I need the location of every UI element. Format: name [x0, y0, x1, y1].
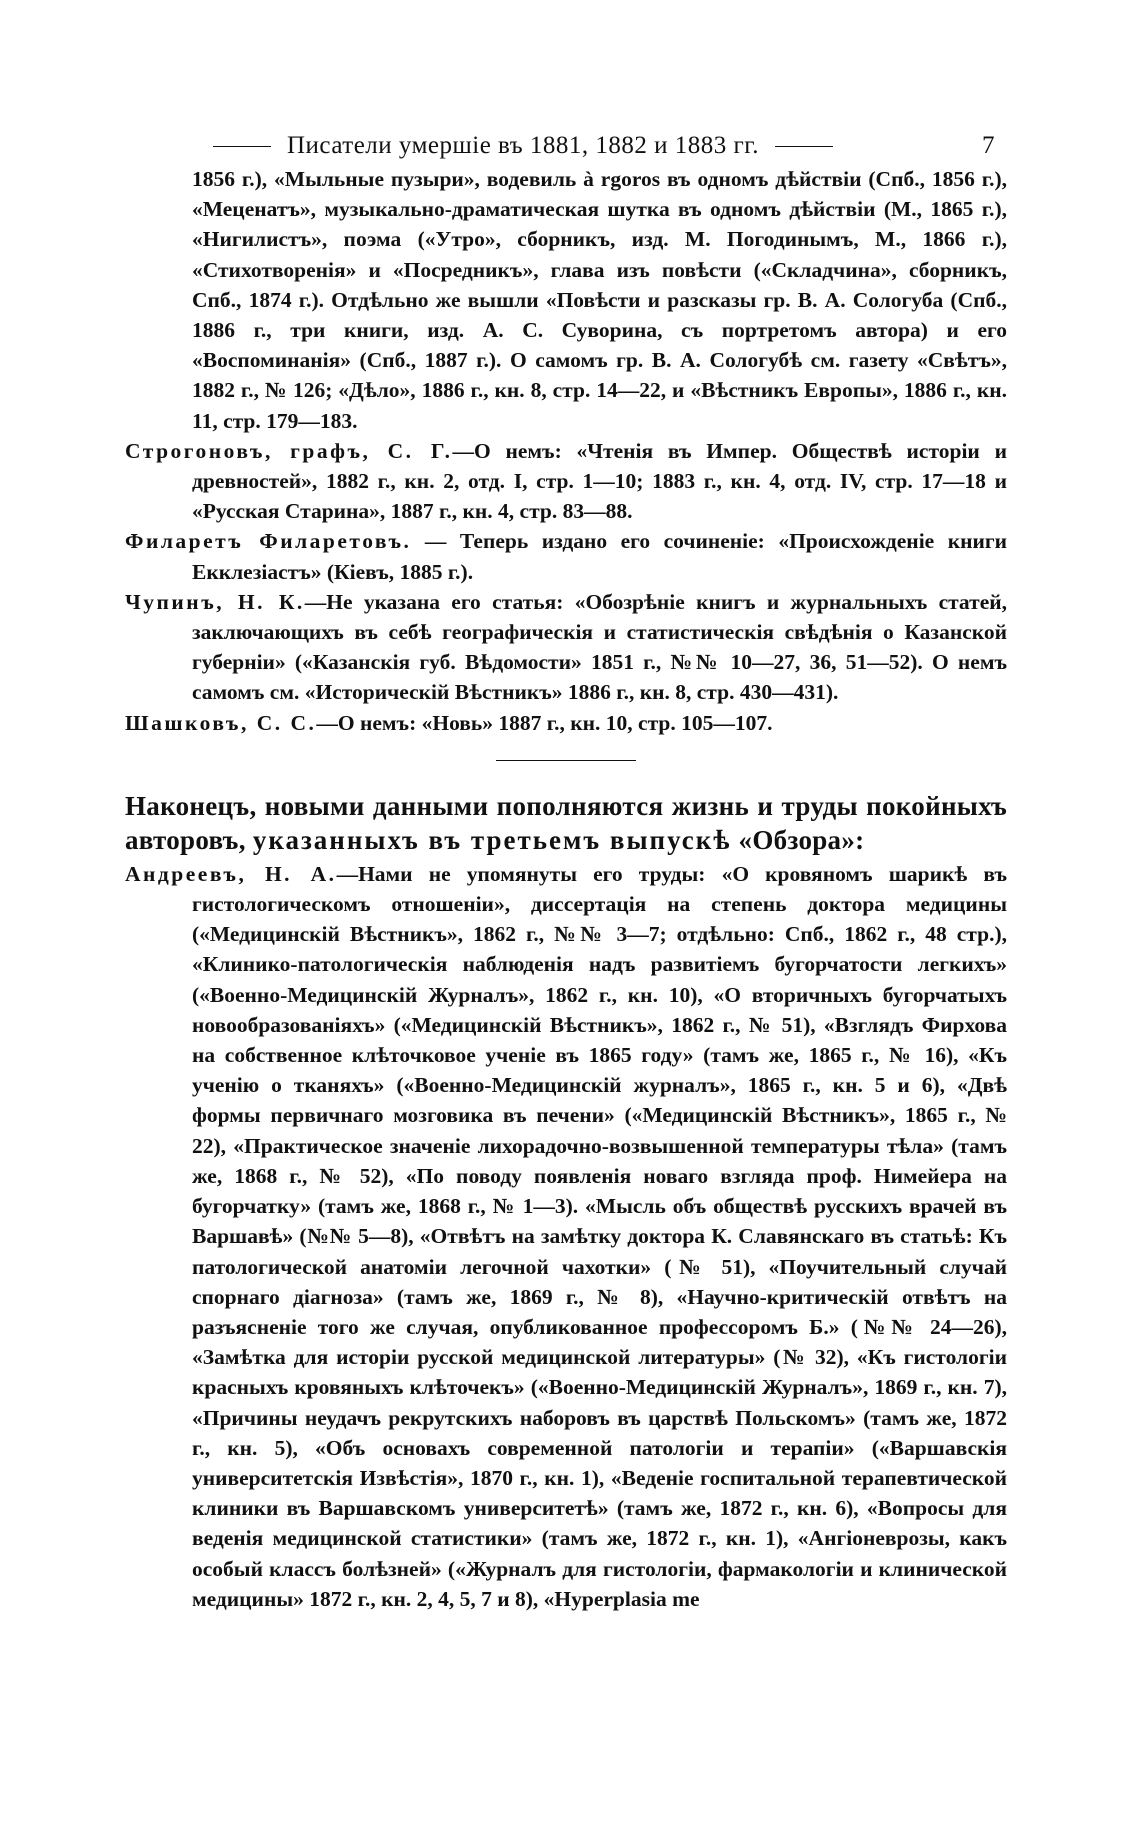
entry-strogonov	[125, 436, 1007, 527]
entry-name: Филаретъ Филаретовъ.	[125, 529, 412, 554]
header-rule-right	[775, 146, 833, 147]
book-page	[125, 128, 1007, 1614]
continuation-paragraph: 1856 г.), «Мыльные пузыри», водевиль à rgoros въ одномъ дѣйствіи (Спб., 1856 г.), «Меценатъ», музыкально-драматическая шутка въ одномъ дѣйствіи (М., 1865 г.), «Нигилистъ», поэма («Утро», сборникъ, изд. М. Погодинымъ, М., 1866 г.), «Стихотворенія» и «Посредникъ», глава изъ повѣсти («Складчина», сборникъ, Спб., 1874 г.). Отдѣльно же вышли «Повѣсти и разсказы гр. В. А. Сологуба (Спб., 1886 г., три книги, изд. А. С. Суворина, съ портретомъ автора) и его «Воспоминанія» (Спб., 1887 г.). О самомъ гр. В. А. Сологубѣ см. газету «Свѣтъ», 1882 г., № 126; «Дѣло», 1886 г., кн. 8, стр. 14—22, и «Вѣстникъ Европы», 1886 г., кн. 11, стр. 179—183.	[192, 167, 1007, 433]
running-title: Писатели умершіе въ 1881, 1882 и 1883 гг.	[287, 132, 759, 159]
entry-text: —Не указана его статья: «Обозрѣніе книгъ и журнальныхъ статей, заключающихъ въ себѣ географическія и статистическія свѣдѣнія о Казанской губерніи» («Казанскія губ. Вѣдомости» 1851 г., №№ 10—27, 36, 51—52). О немъ самомъ см. «Историческій Вѣстникъ» 1886 г., кн. 8, стр. 430—431).	[192, 589, 1007, 705]
entry-text: —О немъ: «Новь» 1887 г., кн. 10, стр. 105—107.	[316, 710, 773, 735]
entry-shashkov	[125, 708, 1007, 738]
section-heading	[125, 789, 1007, 857]
heading-part: «Обзора»:	[731, 824, 865, 855]
entry-name: Строгоновъ, графъ, С. Г.	[125, 438, 453, 463]
entry-filaret	[125, 526, 1007, 586]
section-divider	[496, 760, 636, 761]
page-number: 7	[982, 132, 995, 159]
entry-text: —Нами не упомянуты его труды: «О кровяномъ шарикѣ въ гистологическомъ отношеніи», диссертація на степень доктора медицины («Медицинскій Вѣстникъ», 1862 г., №№ 3—7; отдѣльно: Спб., 1862 г., 48 стр.), «Клинико-патологическія наблюденія надъ развитіемъ бугорчатости легкихъ» («Военно-Медицинскій Журналъ», 1862 г., кн. 10), «О вторичныхъ бугорчатыхъ новообразованіяхъ» («Медицинскій Вѣстникъ», 1862 г., № 51), «Взглядъ Фирхова на собственное клѣточковое ученіе въ 1865 году» (тамъ же, 1865 г., № 16), «Къ ученію о тканяхъ» («Военно-Медицинскій журналъ», 1865 г., кн. 5 и 6), «Двѣ формы первичнаго мозговика въ печени» («Медицинскій Вѣстникъ», 1865 г., № 22), «Практическое значеніе лихорадочно-возвышенной температуры тѣла» (тамъ же, 1868 г., № 52), «По поводу появленія новаго взгляда проф. Нимейера на бугорчатку» (тамъ же, 1868 г., № 1—3). «Мысль объ обществѣ русскихъ врачей въ Варшавѣ» (№№ 5—8), «Отвѣтъ на замѣтку доктора К. Славянскаго въ статьѣ: Къ патологической анатоміи легочной чахотки» (№ 51), «Поучительный случай спорнаго діагноза» (тамъ же, 1869 г., № 8), «Научно-критическій отвѣтъ на разъясненіе того же случая, опубликованное профессоромъ Б.» (№№ 24—26), «Замѣтка для исторіи русской медицинской литературы» (№ 32), «Къ гистологіи красныхъ кровяныхъ клѣточекъ» («Военно-Медицинскій Журналъ», 1869 г., кн. 7), «Причины неудачъ рекрутскихъ наборовъ въ царствѣ Польскомъ» (тамъ же, 1872 г., кн. 5), «Объ основахъ современной патологіи и терапіи» («Варшавскія университетскія Извѣстія», 1870 г., кн. 1), «Веденіе госпитальной терапевтической клиники въ Варшавскомъ университетѣ» (тамъ же, 1872 г., кн. 6), «Вопросы для веденія медицинской статистики» (тамъ же, 1872 г., кн. 1), «Ангіоневрозы, какъ особый классъ болѣзней» («Журналъ для гистологіи, фармакологіи и клинической медицины» 1872 г., кн. 2, 4, 5, 7 и 8), «Hyperplasia me	[192, 861, 1007, 1611]
entry-name: Чупинъ, Н. К.	[125, 589, 305, 614]
running-head	[125, 128, 1007, 164]
header-rule-left	[213, 146, 271, 147]
heading-part-spaced: указанныхъ въ третьемъ выпускѣ	[252, 824, 732, 855]
entry-text: —О немъ: «Чтенія въ Импер. Обществѣ исторіи и древностей», 1882 г., кн. 2, отд. I, стр. 1—10; 1883 г., кн. 4, отд. IV, стр. 17—18 и «Русская Старина», 1887 г., кн. 4, стр. 83—88.	[192, 438, 1007, 524]
heading-part: Наконецъ, новыми данными пополняются жизнь и труды покойныхъ авторовъ,	[125, 790, 1007, 855]
entry-andreev	[125, 859, 1007, 1614]
entry-name: Андреевъ, Н. А.	[125, 861, 337, 886]
entry-name: Шашковъ, С. С.	[125, 710, 317, 735]
entry-text: — Теперь издано его сочиненіе: «Происхожденіе книги Екклезіастъ» (Кіевъ, 1885 г.).	[192, 529, 1008, 584]
entry-chupin	[125, 587, 1007, 708]
